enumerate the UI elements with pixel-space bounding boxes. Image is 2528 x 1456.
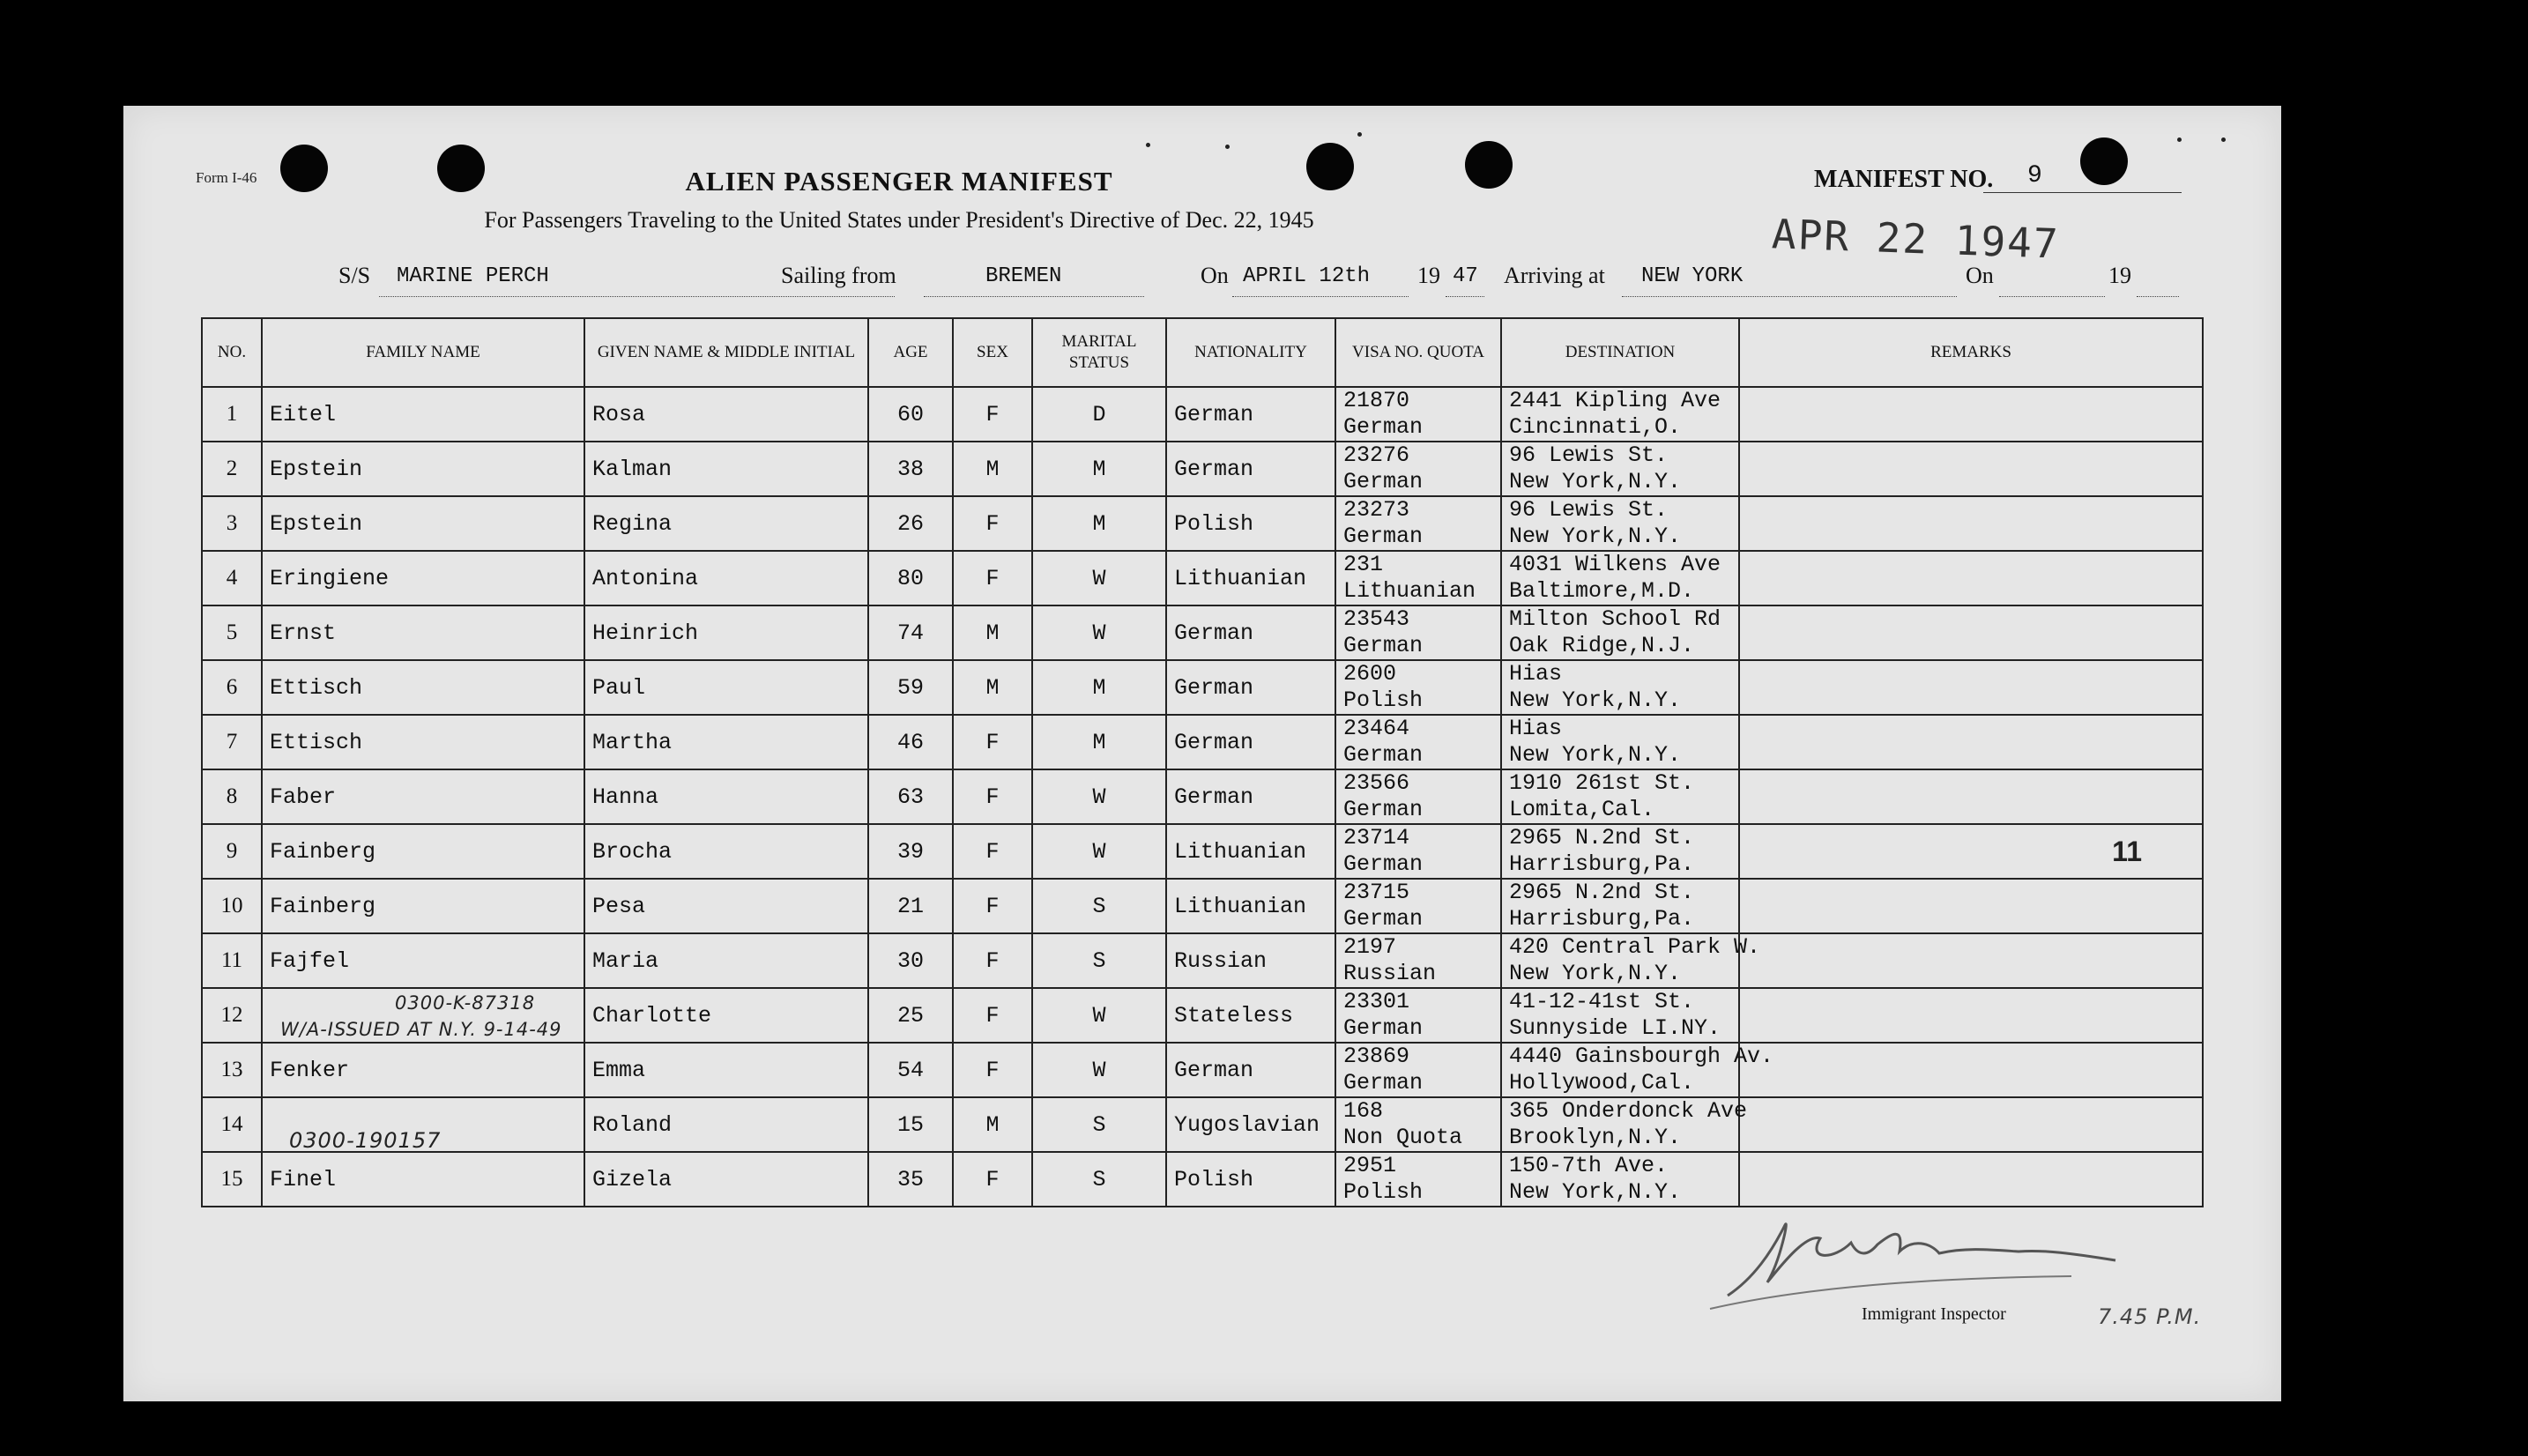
visa-quota	[1335, 988, 1501, 1043]
sailing-underline	[924, 296, 1144, 297]
marital-status: W	[1032, 824, 1166, 879]
nationality: German	[1166, 769, 1335, 824]
destination-line-1: 2965 N.2nd St.	[1509, 825, 1695, 851]
family-name: Eitel	[262, 387, 584, 442]
destination-line-2: Harrisburg,Pa.	[1509, 906, 1695, 932]
family-name: Eringiene	[262, 551, 584, 605]
visa-quota	[1335, 1043, 1501, 1097]
table-row	[202, 769, 2203, 824]
visa-quota	[1335, 605, 1501, 660]
speck	[2221, 137, 2226, 142]
inspector-signature	[1701, 1199, 2160, 1318]
destination-line-1: 96 Lewis St.	[1509, 442, 1669, 468]
age: 21	[868, 879, 953, 933]
row-number: 13	[202, 1043, 262, 1097]
col-header-age: AGE	[868, 318, 953, 387]
visa-no: 23714	[1343, 825, 1410, 851]
nationality: Polish	[1166, 496, 1335, 551]
visa-quota	[1335, 496, 1501, 551]
quota: German	[1343, 1070, 1424, 1096]
visa-quota	[1335, 879, 1501, 933]
destination	[1501, 1097, 1748, 1152]
sex: F	[953, 824, 1032, 879]
marital-status: W	[1032, 769, 1166, 824]
visa-quota	[1335, 769, 1501, 824]
given-name: Gizela	[584, 1152, 868, 1207]
sex: F	[953, 496, 1032, 551]
row-number: 10	[202, 879, 262, 933]
page-subtitle: For Passengers Traveling to the United States under President's Directive of Dec. 22, 1945	[484, 207, 1314, 233]
quota: German	[1343, 906, 1424, 932]
arriving-value: NEW YORK	[1641, 264, 1744, 288]
marital-status: M	[1032, 496, 1166, 551]
destination	[1501, 605, 1739, 660]
nationality: German	[1166, 387, 1335, 442]
remarks-cell	[1739, 879, 2203, 933]
destination	[1501, 1043, 1774, 1097]
table-row	[202, 879, 2203, 933]
visa-no: 23464	[1343, 716, 1410, 741]
on-underline	[1232, 296, 1409, 297]
family-name: Epstein	[262, 442, 584, 496]
destination-line-1: 2441 Kipling Ave	[1509, 388, 1721, 413]
destination-line-1: Hias	[1509, 716, 1563, 741]
destination-line-2: Lomita,Cal.	[1509, 797, 1655, 822]
visa-quota	[1335, 1097, 1501, 1152]
row-number: 2	[202, 442, 262, 496]
manifest-no: 9	[2027, 162, 2042, 189]
sex: F	[953, 988, 1032, 1043]
sailing-label: Sailing from	[781, 263, 896, 288]
visa-quota	[1335, 660, 1501, 715]
quota: Polish	[1343, 687, 1424, 713]
visa-no: 2197	[1343, 934, 1397, 960]
nationality: Yugoslavian	[1166, 1097, 1335, 1152]
marital-status: M	[1032, 442, 1166, 496]
visa-no: 2951	[1343, 1153, 1397, 1178]
marital-status: M	[1032, 660, 1166, 715]
sex: F	[953, 933, 1032, 988]
row-number: 4	[202, 551, 262, 605]
table-row	[202, 660, 2203, 715]
visa-quota	[1335, 715, 1501, 769]
family-name: Fainberg	[262, 879, 584, 933]
destination	[1501, 387, 1739, 442]
row-number: 14	[202, 1097, 262, 1152]
visa-no: 21870	[1343, 388, 1410, 413]
nationality: Lithuanian	[1166, 879, 1335, 933]
destination	[1501, 769, 1739, 824]
row-number: 12	[202, 988, 262, 1043]
destination-line-2: New York,N.Y.	[1509, 469, 1682, 494]
given-name: Emma	[584, 1043, 868, 1097]
sex: F	[953, 1043, 1032, 1097]
quota: German	[1343, 851, 1424, 877]
remarks-cell	[1739, 1043, 2203, 1097]
inspector-label: Immigrant Inspector	[1862, 1304, 2006, 1324]
quota: Lithuanian	[1343, 578, 1476, 604]
on-label: On	[1201, 263, 1229, 288]
handwritten-file-number: 0300-K-87318	[395, 992, 536, 1014]
table-header-row	[202, 318, 2203, 387]
handwritten-file-number: 0300-190157	[289, 1128, 442, 1153]
visa-quota	[1335, 551, 1501, 605]
sex: F	[953, 769, 1032, 824]
nationality: Polish	[1166, 1152, 1335, 1207]
quota: German	[1343, 742, 1424, 768]
age: 59	[868, 660, 953, 715]
marital-status: M	[1032, 715, 1166, 769]
ss-underline	[379, 296, 895, 297]
sex: F	[953, 879, 1032, 933]
col-header-visa: VISA NO. QUOTA	[1335, 318, 1501, 387]
col-header-marital: MARITAL STATUS	[1032, 318, 1166, 387]
row-number: 8	[202, 769, 262, 824]
remarks-cell	[1739, 769, 2203, 824]
given-name: Pesa	[584, 879, 868, 933]
destination-line-1: 150-7th Ave.	[1509, 1153, 1669, 1178]
quota: Russian	[1343, 961, 1437, 986]
destination	[1501, 660, 1739, 715]
remarks-cell	[1739, 988, 2203, 1043]
visa-no: 23715	[1343, 880, 1410, 905]
visa-quota	[1335, 933, 1501, 988]
nationality: German	[1166, 660, 1335, 715]
nationality: Lithuanian	[1166, 551, 1335, 605]
form-id: Form I-46	[196, 169, 257, 186]
visa-no: 168	[1343, 1098, 1384, 1124]
row-number: 15	[202, 1152, 262, 1207]
destination	[1501, 879, 1739, 933]
family-name: Fainberg	[262, 824, 584, 879]
punch-hole	[2080, 137, 2128, 185]
given-name: Paul	[584, 660, 868, 715]
destination-line-2: New York,N.Y.	[1509, 524, 1682, 549]
destination-line-1: 2965 N.2nd St.	[1509, 880, 1695, 905]
visa-quota	[1335, 442, 1501, 496]
speck	[1225, 145, 1230, 149]
col-header-nationality: NATIONALITY	[1166, 318, 1335, 387]
sailing-value: BREMEN	[985, 264, 1062, 288]
given-name: Martha	[584, 715, 868, 769]
family-name	[262, 988, 584, 1043]
destination-line-2: Brooklyn,N.Y.	[1509, 1125, 1682, 1150]
given-name: Kalman	[584, 442, 868, 496]
time-note: 7.45 P.M.	[2098, 1304, 2202, 1329]
age: 54	[868, 1043, 953, 1097]
visa-no: 23543	[1343, 606, 1410, 632]
destination	[1501, 551, 1739, 605]
remarks-cell	[1739, 1097, 2203, 1152]
arriving-label: Arriving at	[1504, 263, 1605, 288]
manifest-no-label: MANIFEST NO.	[1814, 166, 1994, 193]
sex: F	[953, 1152, 1032, 1207]
destination-line-1: Milton School Rd	[1509, 606, 1721, 632]
nationality: German	[1166, 1043, 1335, 1097]
marital-status: S	[1032, 879, 1166, 933]
manifest-sheet	[123, 106, 2281, 1401]
row-number: 3	[202, 496, 262, 551]
table-row	[202, 1043, 2203, 1097]
age: 39	[868, 824, 953, 879]
visa-no: 23301	[1343, 989, 1410, 1014]
row-number: 7	[202, 715, 262, 769]
destination	[1501, 824, 1739, 879]
family-name: Ettisch	[262, 715, 584, 769]
table-row	[202, 1097, 2203, 1152]
marital-status: S	[1032, 933, 1166, 988]
marital-status: W	[1032, 551, 1166, 605]
table-row	[202, 605, 2203, 660]
on-value: APRIL 12th	[1243, 264, 1371, 288]
sex: F	[953, 551, 1032, 605]
age: 46	[868, 715, 953, 769]
family-name: Fajfel	[262, 933, 584, 988]
year-prefix: 19	[1417, 263, 1440, 288]
remarks-cell	[1739, 496, 2203, 551]
quota: Polish	[1343, 1179, 1424, 1205]
sex: F	[953, 387, 1032, 442]
table-row	[202, 824, 2203, 879]
sex: M	[953, 660, 1032, 715]
marital-status: D	[1032, 387, 1166, 442]
remarks-cell	[1739, 933, 2203, 988]
marital-status: S	[1032, 1097, 1166, 1152]
family-name: Epstein	[262, 496, 584, 551]
destination-line-1: Hias	[1509, 661, 1563, 687]
destination-line-1: 365 Onderdonck Ave	[1509, 1098, 1748, 1124]
visa-quota	[1335, 824, 1501, 879]
age: 80	[868, 551, 953, 605]
destination	[1501, 988, 1739, 1043]
destination-line-2: Oak Ridge,N.J.	[1509, 633, 1695, 658]
table-row	[202, 387, 2203, 442]
quota: German	[1343, 469, 1424, 494]
remarks-cell	[1739, 715, 2203, 769]
age: 35	[868, 1152, 953, 1207]
year2-prefix: 19	[2108, 263, 2131, 288]
visa-no: 23566	[1343, 770, 1410, 796]
remarks-cell	[1739, 605, 2203, 660]
ss-label: S/S	[338, 263, 371, 288]
destination-line-2: Baltimore,M.D.	[1509, 578, 1695, 604]
destination-line-2: New York,N.Y.	[1509, 687, 1682, 713]
destination-line-2: New York,N.Y.	[1509, 1179, 1682, 1205]
row-number: 6	[202, 660, 262, 715]
destination-line-1: 41-12-41st St.	[1509, 989, 1695, 1014]
family-name: Fenker	[262, 1043, 584, 1097]
manifest-no-line	[1983, 192, 2182, 193]
family-name: Ernst	[262, 605, 584, 660]
age: 60	[868, 387, 953, 442]
table-row	[202, 715, 2203, 769]
row-number: 1	[202, 387, 262, 442]
family-name	[262, 1097, 584, 1152]
destination-line-2: Sunnyside LI.NY.	[1509, 1015, 1721, 1041]
remarks-number: 11	[2112, 835, 2142, 867]
destination	[1501, 496, 1739, 551]
destination	[1501, 933, 1761, 988]
destination-line-2: Hollywood,Cal.	[1509, 1070, 1695, 1096]
destination-line-2: New York,N.Y.	[1509, 742, 1682, 768]
year2-underline	[2137, 296, 2179, 297]
given-name: Roland	[584, 1097, 868, 1152]
quota: German	[1343, 1015, 1424, 1041]
sex: F	[953, 715, 1032, 769]
destination-line-1: 4031 Wilkens Ave	[1509, 552, 1721, 577]
passenger-table	[201, 317, 2204, 1207]
destination	[1501, 715, 1739, 769]
nationality: Lithuanian	[1166, 824, 1335, 879]
sex: M	[953, 1097, 1032, 1152]
sex: M	[953, 605, 1032, 660]
given-name: Rosa	[584, 387, 868, 442]
visa-no: 23276	[1343, 442, 1410, 468]
visa-no: 231	[1343, 552, 1384, 577]
nationality: Stateless	[1166, 988, 1335, 1043]
col-header-family: FAMILY NAME	[262, 318, 584, 387]
given-name: Charlotte	[584, 988, 868, 1043]
given-name: Brocha	[584, 824, 868, 879]
quota: German	[1343, 524, 1424, 549]
destination-line-2: Cincinnati,O.	[1509, 414, 1682, 440]
row-number: 5	[202, 605, 262, 660]
age: 38	[868, 442, 953, 496]
destination-line-1: 420 Central Park W.	[1509, 934, 1761, 960]
given-name: Heinrich	[584, 605, 868, 660]
nationality: German	[1166, 605, 1335, 660]
destination-line-2: New York,N.Y.	[1509, 961, 1682, 986]
quota: German	[1343, 797, 1424, 822]
visa-quota	[1335, 387, 1501, 442]
table-row	[202, 933, 2203, 988]
year-underline	[1446, 296, 1484, 297]
age: 74	[868, 605, 953, 660]
table-row	[202, 442, 2203, 496]
remarks-cell	[1739, 824, 2203, 879]
destination-line-1: 4440 Gainsbourgh Av.	[1509, 1044, 1774, 1069]
row-number: 11	[202, 933, 262, 988]
col-header-given: GIVEN NAME & MIDDLE INITIAL	[584, 318, 868, 387]
visa-no: 2600	[1343, 661, 1397, 687]
page-title: ALIEN PASSENGER MANIFEST	[685, 166, 1113, 197]
age: 63	[868, 769, 953, 824]
given-name: Maria	[584, 933, 868, 988]
speck	[1357, 132, 1362, 137]
family-name: Ettisch	[262, 660, 584, 715]
sex: M	[953, 442, 1032, 496]
speck	[2177, 137, 2182, 142]
destination-line-2: Harrisburg,Pa.	[1509, 851, 1695, 877]
on2-underline	[1999, 296, 2105, 297]
col-header-destination: DESTINATION	[1501, 318, 1739, 387]
family-name: Finel	[262, 1152, 584, 1207]
remarks-cell	[1739, 660, 2203, 715]
quota: German	[1343, 633, 1424, 658]
age: 26	[868, 496, 953, 551]
marital-status: S	[1032, 1152, 1166, 1207]
signature-mark	[1701, 1199, 2160, 1313]
family-name: Faber	[262, 769, 584, 824]
age: 15	[868, 1097, 953, 1152]
destination	[1501, 442, 1739, 496]
remarks-cell	[1739, 442, 2203, 496]
col-header-no: NO.	[202, 318, 262, 387]
destination-line-1: 1910 261st St.	[1509, 770, 1695, 796]
handwritten-issued-note: W/A-ISSUED AT N.Y. 9-14-49	[280, 1019, 562, 1040]
nationality: German	[1166, 715, 1335, 769]
on2-label: On	[1966, 263, 1994, 288]
table-row	[202, 551, 2203, 605]
nationality: Russian	[1166, 933, 1335, 988]
destination-line-1: 96 Lewis St.	[1509, 497, 1669, 523]
arriving-underline	[1622, 296, 1957, 297]
given-name: Antonina	[584, 551, 868, 605]
given-name: Hanna	[584, 769, 868, 824]
visa-no: 23869	[1343, 1044, 1410, 1069]
year-value: 47	[1453, 264, 1478, 288]
date-stamp: APR 22 1947	[1771, 210, 2061, 268]
table-body	[202, 387, 2203, 1207]
age: 30	[868, 933, 953, 988]
table-row	[202, 496, 2203, 551]
given-name: Regina	[584, 496, 868, 551]
marital-status: W	[1032, 1043, 1166, 1097]
speck	[1146, 143, 1150, 147]
visa-quota	[1335, 1152, 1501, 1207]
quota: Non Quota	[1343, 1125, 1463, 1150]
table-row	[202, 988, 2203, 1043]
marital-status: W	[1032, 988, 1166, 1043]
visa-no: 23273	[1343, 497, 1410, 523]
marital-status: W	[1032, 605, 1166, 660]
remarks-cell	[1739, 387, 2203, 442]
ss-value: MARINE PERCH	[397, 264, 549, 288]
quota: German	[1343, 414, 1424, 440]
row-number: 9	[202, 824, 262, 879]
nationality: German	[1166, 442, 1335, 496]
age: 25	[868, 988, 953, 1043]
remarks-cell	[1739, 551, 2203, 605]
col-header-sex: SEX	[953, 318, 1032, 387]
col-header-remarks: REMARKS	[1739, 318, 2203, 387]
